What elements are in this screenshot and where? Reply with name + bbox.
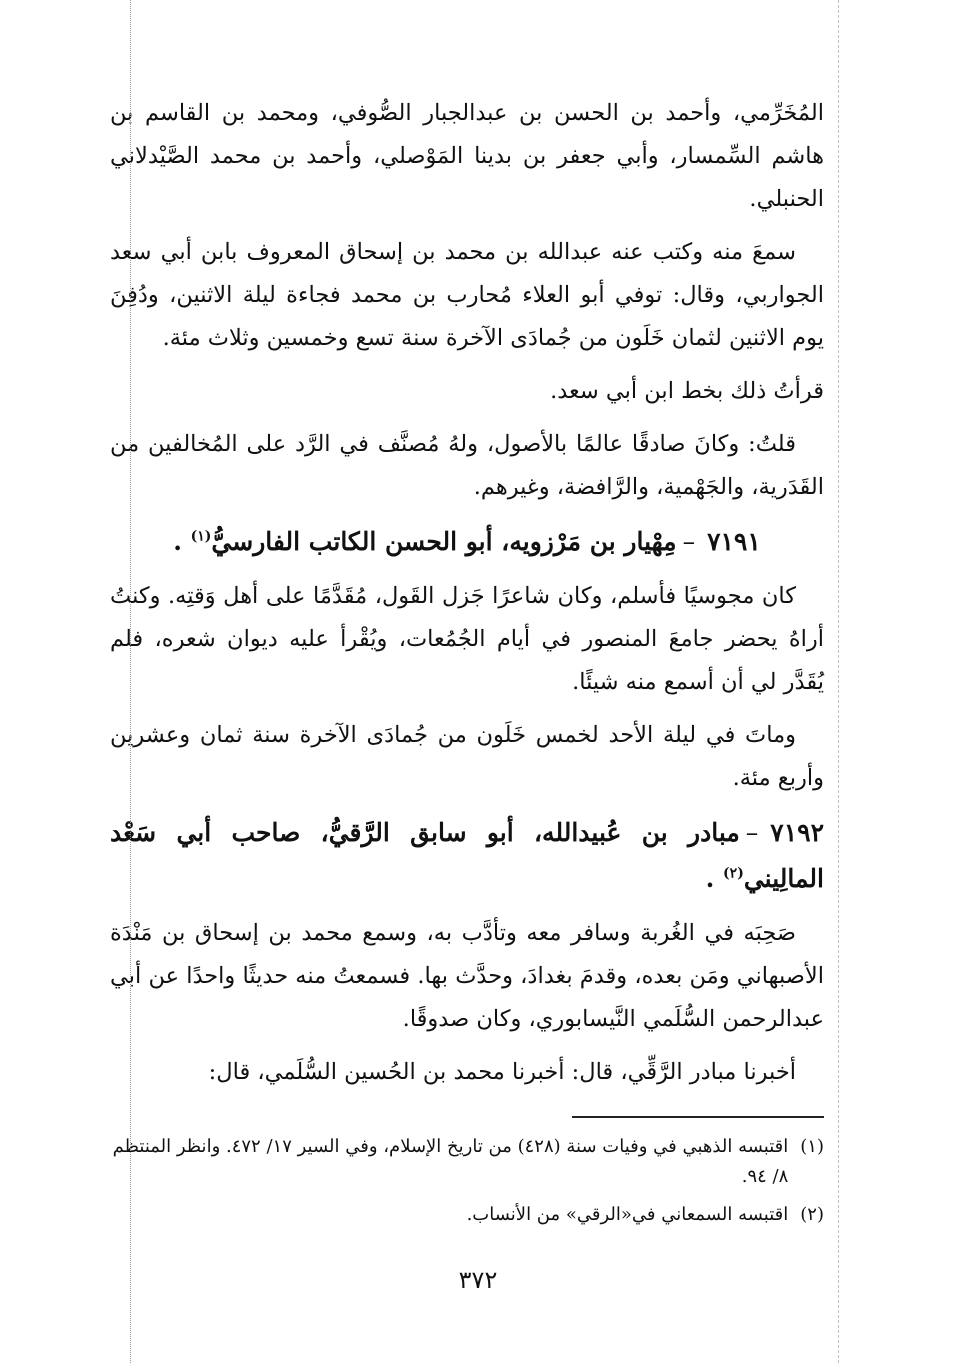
paragraph-mubadir-bio: صَحِبَه في الغُربة وسافر معه وتأدَّب به، وسمع محمد بن إسحاق بن مَنْدَة الأصبهاني ومَن بعده، وقدمَ بغدادَ، وحدَّث بها. فسمعتُ منه حديثًا واحدًا عن أبي عبدالرحمن السُّلَمي النَّيسابوري، وكان صدوقًا.	[110, 920, 824, 1032]
paragraph-death-report: سمعَ منه وكتب عنه عبدالله بن محمد بن إسحاق المعروف بابن أبي سعد الجواربي، وقال: توفي أبو العلاء مُحارب بن محمد فجاءة ليلة الاثنين، ودُفِنَ يوم الاثنين لثمان خَلَون من جُمادَى الآخرة سنة تسع وخمسين وثلاث مئة.	[110, 239, 824, 351]
scan-edge-right	[838, 0, 839, 1363]
entry-title: مبادر بن عُبيدالله، أبو سابق الرَّقيُّ، صاحب أبي سَعْد المالِيني	[110, 818, 824, 893]
footnote-1	[110, 1132, 824, 1192]
footnote-ref-2[interactable]: (٢)	[723, 865, 744, 882]
scan-edge-left	[130, 0, 131, 1363]
entry-end-mark: .	[705, 864, 715, 893]
footnote-marker: (١)	[800, 1136, 824, 1157]
entry-number: ٧١٩٢	[770, 818, 824, 847]
entry-heading-7191	[110, 519, 824, 565]
paragraph-teachers-list: المُخَرِّمي، وأحمد بن الحسن بن عبدالجبار الصُّوفي، ومحمد بن القاسم بن هاشم السِّمسار، وأبي جعفر بن بدينا المَوْصلي، وأحمد بن محمد الصَّيْدلاني الحنبلي.	[110, 100, 824, 212]
page-number: ٣٧٢	[458, 1266, 498, 1294]
entry-number: ٧١٩١	[707, 527, 761, 556]
entry-separator: –	[745, 818, 759, 847]
footnote-marker: (٢)	[800, 1204, 824, 1225]
paragraph-mihyar-death: وماتَ في ليلة الأحد لخمس خَلَون من جُمادَى الآخرة سنة ثمان وعشرين وأربع مئة.	[110, 722, 824, 791]
footnote-text: اقتبسه السمعاني في«الرقي» من الأنساب.	[466, 1204, 789, 1225]
entry-separator: –	[682, 527, 696, 556]
entry-title: مِهْيار بن مَرْزويه، أبو الحسن الكاتب الفارسيُّ	[211, 527, 677, 556]
entry-end-mark: .	[173, 527, 182, 556]
footnote-text: اقتبسه الذهبي في وفيات سنة (٤٢٨) من تاريخ الإسلام، وفي السير ١٧/ ٤٧٢. وانظر المنتظم ٨/ ٩٤.	[112, 1136, 789, 1187]
footnote-2	[110, 1200, 824, 1230]
entry-heading-7192	[110, 810, 824, 902]
footnote-divider	[572, 1116, 824, 1118]
footnotes	[110, 1132, 824, 1230]
footnote-ref-1[interactable]: (١)	[190, 528, 212, 545]
paragraph-source-note: قرأتُ ذلك بخط ابن أبي سعد.	[550, 378, 824, 404]
paragraph-mihyar-bio: كان مجوسيًا فأسلم، وكان شاعرًا جَزل القَول، مُقَدَّمًا على أهل وَقتِه. وكنتُ أراهُ يحضر جامعَ المنصور في أيام الجُمُعات، ويُقْرأ عليه ديوان شعره، فلم يُقَدَّر لي أن أسمع منه شيئًا.	[110, 583, 824, 695]
paragraph-isnad: أخبرنا مبادر الرَّقِّي، قال: أخبرنا محمد بن الحُسين السُّلَمي، قال:	[208, 1059, 796, 1085]
main-text	[110, 92, 824, 1094]
paragraph-author-comment: قلتُ: وكانَ صادقًا عالمًا بالأصول، ولهُ مُصنَّف في الرَّد على المُخالفين من القَدَرية، والجَهْمية، والرَّافضة، وغيرهم.	[110, 431, 824, 500]
